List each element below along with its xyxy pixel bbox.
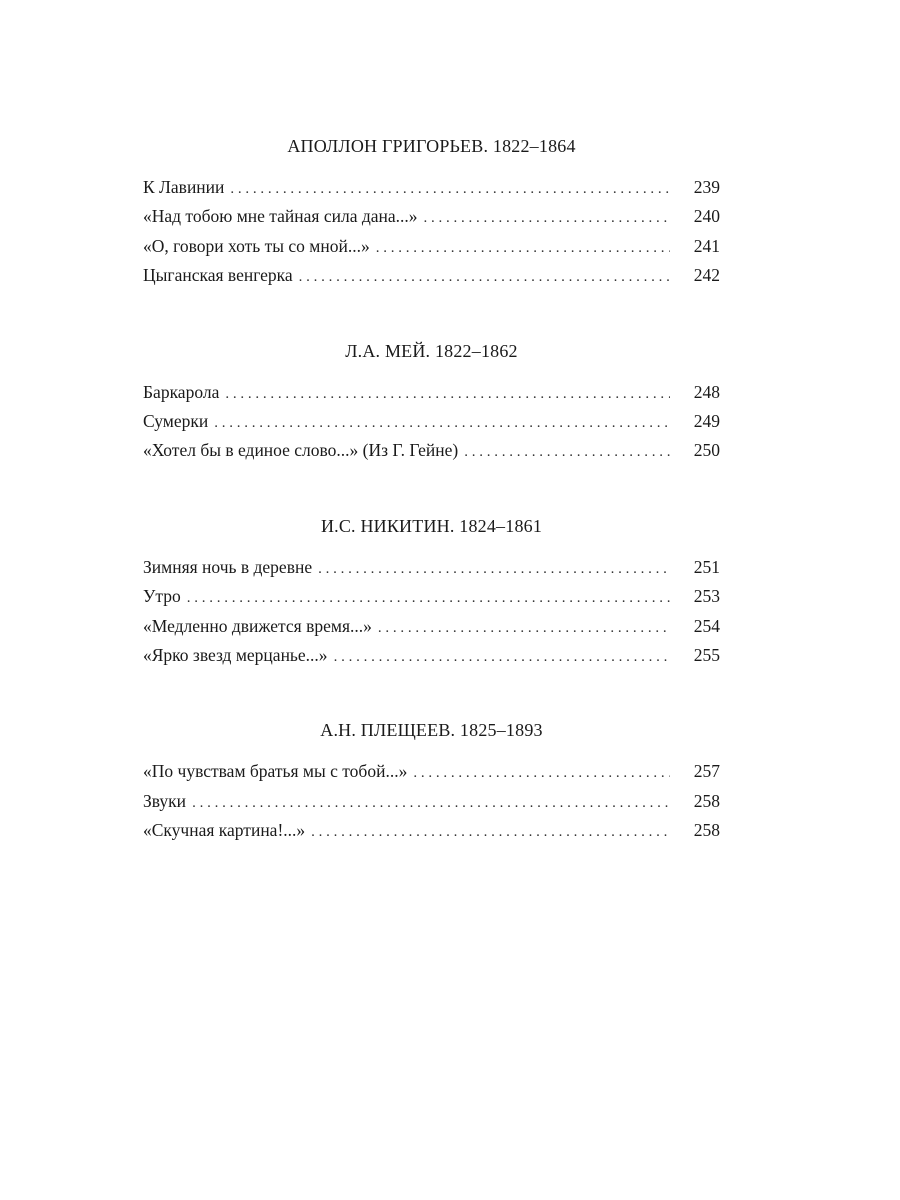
entry-title: «Медленно движется время...» xyxy=(143,615,372,636)
entry-title: Зимняя ночь в деревне xyxy=(143,556,313,577)
entry-page-number: 239 xyxy=(693,177,720,197)
entry-page-number: 258 xyxy=(693,790,720,811)
toc-entry[interactable] xyxy=(143,758,720,787)
dot-leader xyxy=(334,644,670,671)
entry-title: «О, говори хоть ты со мной...» xyxy=(143,235,370,256)
toc-entry[interactable] xyxy=(143,203,720,232)
entry-title: «Скучная картина!...» xyxy=(143,820,306,841)
dot-leader xyxy=(424,205,670,232)
dot-leader xyxy=(464,439,670,466)
dot-leader xyxy=(187,585,670,612)
toc-entry[interactable] xyxy=(143,379,720,408)
toc-section xyxy=(143,513,720,672)
entry-title: Звуки xyxy=(143,790,187,811)
dot-leader xyxy=(214,410,670,437)
entry-page-number: 241 xyxy=(693,235,720,256)
toc-entry[interactable] xyxy=(143,642,720,671)
dot-leader xyxy=(378,615,670,642)
entry-title: «Над тобою мне тайная сила дана...» xyxy=(143,206,418,227)
toc-entry[interactable] xyxy=(143,437,720,466)
dot-leader xyxy=(318,556,670,583)
entry-page-number: 249 xyxy=(693,411,720,432)
entry-title: Сумерки xyxy=(143,411,209,432)
entry-title: Баркарола xyxy=(143,381,220,402)
entry-page-number: 253 xyxy=(693,586,720,607)
section-title: Л.А. МЕЙ. 1822–1862 xyxy=(345,340,518,361)
entry-page-number: 240 xyxy=(693,206,720,227)
dot-leader xyxy=(230,176,670,203)
entry-page-number: 251 xyxy=(693,556,720,577)
entry-page-number: 250 xyxy=(693,440,720,461)
entry-page-number: 254 xyxy=(693,615,720,636)
toc-entry[interactable] xyxy=(143,817,720,846)
toc-section xyxy=(143,338,720,467)
entry-title: Утро xyxy=(143,586,181,607)
entry-page-number: 255 xyxy=(693,645,720,666)
toc-entry[interactable] xyxy=(143,788,720,817)
table-of-contents xyxy=(143,133,720,893)
dot-leader xyxy=(376,235,670,262)
entry-title: «Хотел бы в единое слово...» (Из Г. Гейне) xyxy=(143,440,459,461)
toc-entry[interactable] xyxy=(143,583,720,612)
toc-entry[interactable] xyxy=(143,262,720,291)
entry-page-number: 242 xyxy=(693,265,720,286)
dot-leader xyxy=(311,819,670,846)
entry-page-number: 257 xyxy=(693,761,720,782)
toc-entry[interactable] xyxy=(143,233,720,262)
entry-title: «По чувствам братья мы с тобой...» xyxy=(143,761,408,782)
entry-title: К Лавинии xyxy=(143,177,225,197)
toc-entry[interactable] xyxy=(143,554,720,583)
entry-title: «Ярко звезд мерцанье...» xyxy=(143,645,328,666)
toc-entry[interactable] xyxy=(143,613,720,642)
dot-leader xyxy=(299,264,670,291)
toc-entry[interactable] xyxy=(143,408,720,437)
entry-page-number: 248 xyxy=(693,381,720,402)
toc-section xyxy=(143,133,720,292)
dot-leader xyxy=(413,760,670,787)
dot-leader xyxy=(192,790,670,817)
toc-entry[interactable] xyxy=(143,174,720,203)
entry-title: Цыганская венгерка xyxy=(143,265,293,286)
toc-section xyxy=(143,717,720,846)
dot-leader xyxy=(225,381,670,408)
section-title: АПОЛЛОН ГРИГОРЬЕВ. 1822–1864 xyxy=(287,136,576,156)
section-title: А.Н. ПЛЕЩЕЕВ. 1825–1893 xyxy=(320,720,543,741)
entry-page-number: 258 xyxy=(693,820,720,841)
section-title: И.С. НИКИТИН. 1824–1861 xyxy=(320,515,543,536)
